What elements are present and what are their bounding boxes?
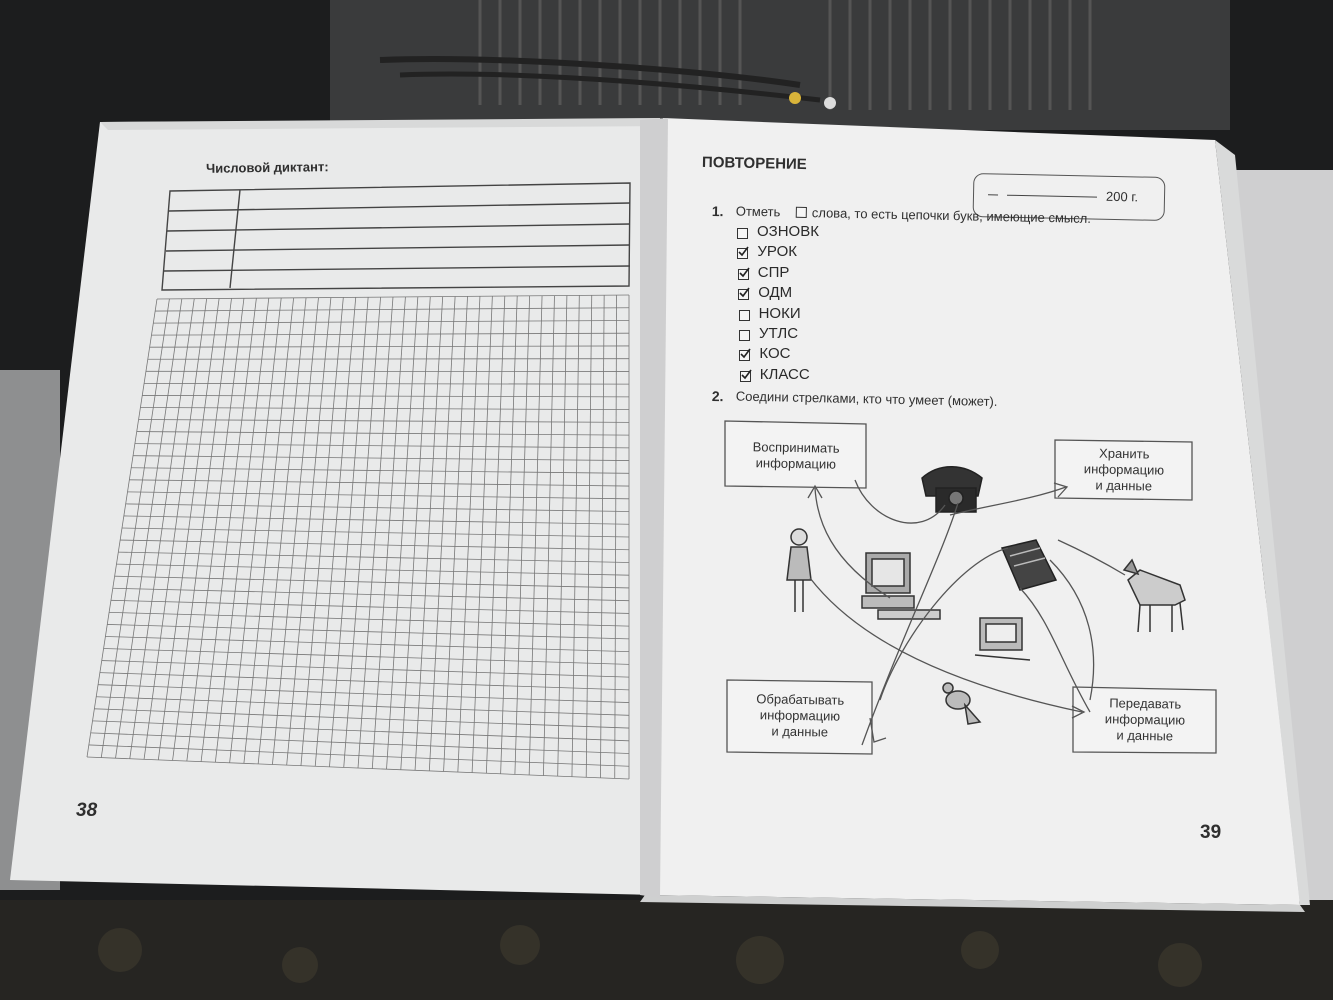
option-label: УРОК xyxy=(757,243,797,261)
task2-number: 2. xyxy=(711,388,724,405)
option-label: СПР xyxy=(757,263,790,281)
box-process-text: Обрабатывать информацию и данные xyxy=(756,691,845,740)
box-store-text: Хранить информацию и данные xyxy=(1083,445,1165,494)
option-label: КОС xyxy=(759,345,791,363)
dog-picture xyxy=(1124,560,1185,632)
option-label: УТЛС xyxy=(759,325,799,342)
box-perceive-text: Воспринимать информацию xyxy=(752,439,840,472)
repeat-title: ПОВТОРЕНИЕ xyxy=(701,153,807,174)
box-transmit-text: Передавать информацию и данные xyxy=(1104,695,1186,744)
option-label: ОДМ xyxy=(758,284,793,302)
girl-picture xyxy=(787,529,811,612)
task1-text-start: Отметь xyxy=(735,203,781,220)
telephone-picture xyxy=(922,467,982,512)
task2-text: Соедини стрелками, кто что умеет (может). xyxy=(735,388,998,409)
toy-robot-picture xyxy=(975,618,1030,660)
book-picture xyxy=(1002,540,1056,590)
left-page-number: 38 xyxy=(76,800,98,821)
task1-text-end: слова, то есть цепочки букв, имеющие смысл. xyxy=(811,205,1092,226)
date-year: 200 г. xyxy=(1105,188,1139,205)
option-label: КЛАСС xyxy=(759,365,810,383)
bird-picture xyxy=(943,683,980,724)
dictation-title: Числовой диктант: xyxy=(205,159,329,176)
task1-number: 1. xyxy=(711,203,724,220)
option-label: НОКИ xyxy=(758,304,801,322)
option-label: ОЗНОВК xyxy=(757,223,819,240)
right-page-number: 39 xyxy=(1200,822,1222,843)
